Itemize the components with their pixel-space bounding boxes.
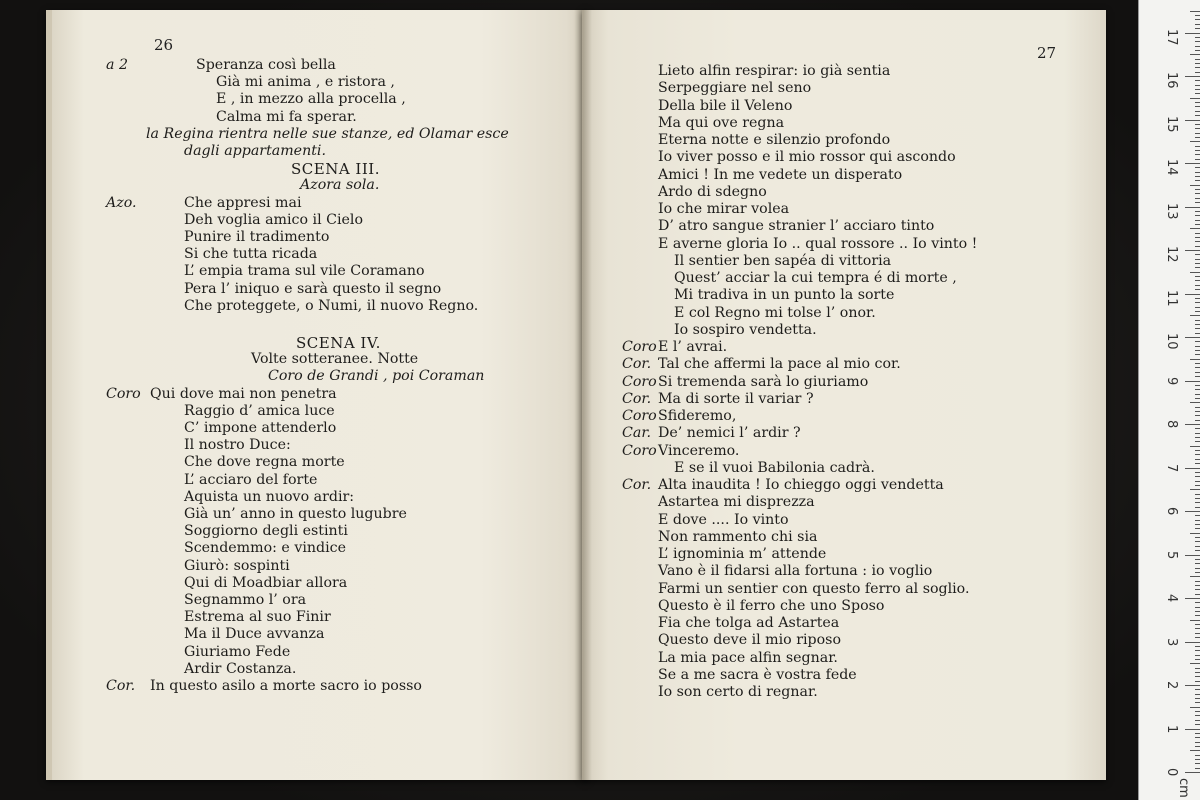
verse-line: E averne gloria Io .. qual rossore .. Io vinto ! <box>658 235 978 252</box>
ruler-tick <box>1195 559 1200 560</box>
ruler-tick <box>1195 102 1200 103</box>
ruler-tick <box>1185 468 1200 469</box>
verse-line: Qui di Moadbiar allora <box>184 574 348 591</box>
ruler-tick <box>1195 289 1200 290</box>
verse-line: Il nostro Duce: <box>184 437 291 454</box>
ruler-tick <box>1190 54 1200 55</box>
ruler-tick <box>1190 533 1200 534</box>
ruler-tick <box>1195 285 1200 286</box>
ruler-tick <box>1195 694 1200 695</box>
ruler-tick <box>1195 541 1200 542</box>
ruler-tick <box>1195 298 1200 299</box>
verse-line: Della bile il Veleno <box>658 97 793 114</box>
ruler-tick <box>1195 528 1200 529</box>
ruler-tick <box>1185 381 1200 382</box>
ruler-tick <box>1185 337 1200 338</box>
verse-line: Soggiorno degli estinti <box>184 523 348 540</box>
ruler-tick <box>1185 250 1200 251</box>
verse-line: Speranza così bella <box>196 57 336 73</box>
measuring-ruler <box>1138 0 1200 800</box>
verse-line: Ma qui ove regna <box>658 114 785 131</box>
ruler-tick <box>1195 41 1200 42</box>
ruler-label: 2 <box>1164 681 1179 690</box>
ruler-tick <box>1195 28 1200 29</box>
ruler-tick <box>1195 755 1200 756</box>
ruler-tick <box>1195 211 1200 212</box>
verse-line: Giuriamo Fede <box>184 643 291 660</box>
ruler-tick <box>1195 768 1200 769</box>
ruler-tick <box>1190 663 1200 664</box>
ruler-tick <box>1195 363 1200 364</box>
verse-line: Già un’ anno in questo lugubre <box>184 506 407 522</box>
ruler-tick <box>1195 507 1200 508</box>
ruler-label: 11 <box>1164 289 1179 307</box>
ruler-tick <box>1195 637 1200 638</box>
verse-line: E col Regno mi tolse l’ onor. <box>674 304 876 321</box>
ruler-tick <box>1195 59 1200 60</box>
ruler-label: 4 <box>1164 594 1179 603</box>
verse-line: L’ ignominia m’ attende <box>658 546 827 562</box>
ruler-tick <box>1190 272 1200 273</box>
ruler-label: 7 <box>1164 463 1179 472</box>
verse-line: E , in mezzo alla procella , <box>216 91 406 108</box>
ruler-label: 8 <box>1164 420 1179 429</box>
ruler-tick <box>1195 676 1200 677</box>
ruler-tick <box>1195 72 1200 73</box>
ruler-tick <box>1195 176 1200 177</box>
ruler-tick <box>1195 202 1200 203</box>
ruler-tick <box>1185 555 1200 556</box>
ruler-tick <box>1195 159 1200 160</box>
ruler-label: 13 <box>1164 202 1179 220</box>
ruler-tick <box>1195 733 1200 734</box>
verse-line: Io sospiro vendetta. <box>674 321 817 338</box>
verse-line: Qui dove mai non penetra <box>150 385 337 402</box>
ruler-tick <box>1185 511 1200 512</box>
ruler-label: 3 <box>1164 637 1179 646</box>
verse-line: Lieto alfin respirar: io già sentia <box>658 63 891 79</box>
verse-line: Farmi un sentier con questo ferro al soglio. <box>658 580 970 597</box>
book-gutter <box>574 10 592 780</box>
ruler-tick <box>1195 215 1200 216</box>
ruler-tick <box>1195 646 1200 647</box>
ruler-tick <box>1195 428 1200 429</box>
verse-line: Si che tutta ricada <box>184 246 318 263</box>
ruler-label: 14 <box>1164 159 1179 176</box>
ruler-tick <box>1195 585 1200 586</box>
verse-line: Serpeggiare nel seno <box>658 80 812 97</box>
ruler-tick <box>1190 750 1200 751</box>
ruler-tick <box>1195 398 1200 399</box>
ruler-tick <box>1195 172 1200 173</box>
ruler-tick <box>1195 324 1200 325</box>
ruler-tick <box>1195 241 1200 242</box>
ruler-tick <box>1190 11 1200 12</box>
ruler-tick <box>1195 433 1200 434</box>
ruler-tick <box>1185 294 1200 295</box>
verse-line: Vano è il fidarsi alla fortuna : io voglio <box>658 563 933 580</box>
ruler-tick <box>1195 24 1200 25</box>
ruler-tick <box>1195 624 1200 625</box>
ruler-tick <box>1195 302 1200 303</box>
ruler-tick <box>1195 515 1200 516</box>
ruler-label: 16 <box>1164 72 1179 89</box>
ruler-tick <box>1195 563 1200 564</box>
ruler-tick <box>1195 180 1200 181</box>
ruler-tick <box>1195 520 1200 521</box>
ruler-tick <box>1195 307 1200 308</box>
ruler-tick <box>1195 763 1200 764</box>
ruler-tick <box>1195 581 1200 582</box>
ruler-tick <box>1190 576 1200 577</box>
verse-line: Mi tradiva in un punto la sorte <box>674 287 895 304</box>
ruler-tick <box>1195 463 1200 464</box>
verse-line: L’ empia trama sul vile Coramano <box>184 263 425 280</box>
verse-line: Giurò: sospinti <box>184 557 290 574</box>
ruler-label: 17 <box>1164 28 1179 46</box>
ruler-tick <box>1195 346 1200 347</box>
ruler-tick <box>1190 315 1200 316</box>
ruler-tick <box>1195 93 1200 94</box>
ruler-tick <box>1195 537 1200 538</box>
ruler-tick <box>1195 154 1200 155</box>
ruler-tick <box>1185 424 1200 425</box>
ruler-tick <box>1195 607 1200 608</box>
ruler-tick <box>1195 124 1200 125</box>
ruler-tick <box>1190 620 1200 621</box>
verse-line: Io son certo di regnar. <box>658 684 818 700</box>
ruler-tick <box>1195 633 1200 634</box>
ruler-tick <box>1190 707 1200 708</box>
ruler-tick <box>1195 146 1200 147</box>
ruler-tick <box>1195 333 1200 334</box>
ruler-tick <box>1195 476 1200 477</box>
ruler-tick <box>1195 106 1200 107</box>
ruler-tick <box>1195 568 1200 569</box>
ruler-tick <box>1195 759 1200 760</box>
ruler-tick <box>1195 189 1200 190</box>
verse-line: Sfideremo, <box>658 408 737 424</box>
ruler-tick <box>1195 494 1200 495</box>
ruler-tick <box>1195 698 1200 699</box>
verse-line: Fia che tolga ad Astartea <box>658 615 840 631</box>
ruler-tick <box>1185 642 1200 643</box>
open-book <box>46 10 1106 780</box>
verse-line: Che proteggete, o Numi, il nuovo Regno. <box>184 297 479 314</box>
ruler-tick <box>1195 267 1200 268</box>
speaker-label: Azo. <box>106 194 137 211</box>
ruler-tick <box>1190 446 1200 447</box>
ruler-tick <box>1195 15 1200 16</box>
ruler-tick <box>1195 724 1200 725</box>
ruler-label: 0 <box>1164 768 1179 777</box>
ruler-tick <box>1195 367 1200 368</box>
ruler-tick <box>1195 389 1200 390</box>
ruler-tick <box>1195 407 1200 408</box>
ruler-tick <box>1195 341 1200 342</box>
ruler-tick <box>1195 233 1200 234</box>
verse-line: L’ acciaro del forte <box>184 471 318 488</box>
speaker-label: Coro <box>622 339 657 355</box>
ruler-tick <box>1195 742 1200 743</box>
speaker-label: Coro <box>622 408 657 424</box>
verse-line: Pera l’ iniquo e sarà questo il segno <box>184 280 442 297</box>
ruler-tick <box>1195 746 1200 747</box>
ruler-tick <box>1185 729 1200 730</box>
ruler-tick <box>1195 376 1200 377</box>
ruler-tick <box>1195 37 1200 38</box>
ruler-tick <box>1195 454 1200 455</box>
verse-line: Ma di sorte il variar ? <box>658 390 814 407</box>
ruler-tick <box>1195 311 1200 312</box>
verse-line: Che appresi mai <box>184 194 302 211</box>
ruler-unit: cm <box>1176 778 1191 798</box>
ruler-tick <box>1195 137 1200 138</box>
ruler-tick <box>1195 550 1200 551</box>
ruler-tick <box>1195 711 1200 712</box>
ruler-tick <box>1195 198 1200 199</box>
ruler-tick <box>1195 237 1200 238</box>
ruler-tick <box>1195 411 1200 412</box>
ruler-tick <box>1195 128 1200 129</box>
ruler-tick <box>1185 207 1200 208</box>
ruler-tick <box>1195 46 1200 47</box>
verse-line: E l’ avrai. <box>658 339 728 355</box>
ruler-tick <box>1195 720 1200 721</box>
ruler-tick <box>1195 459 1200 460</box>
ruler-tick <box>1195 354 1200 355</box>
verse-line: Aquista un nuovo ardir: <box>184 488 355 505</box>
ruler-tick <box>1195 80 1200 81</box>
verse-line: E se il vuoi Babilonia cadrà. <box>674 459 875 476</box>
ruler-tick <box>1195 224 1200 225</box>
verse-line: Scendemmo: e vindice <box>184 540 346 557</box>
page-number: 27 <box>1037 44 1057 62</box>
ruler-tick <box>1195 589 1200 590</box>
verse-line: Già mi anima , e ristora , <box>216 74 395 91</box>
ruler-tick <box>1195 111 1200 112</box>
verse-line: Eterna notte e silenzio profondo <box>658 132 891 148</box>
ruler-tick <box>1195 572 1200 573</box>
verse-line: D’ atro sangue stranier l’ acciaro tinto <box>658 218 935 235</box>
ruler-tick <box>1195 372 1200 373</box>
ruler-tick <box>1195 481 1200 482</box>
verse-line: Calma mi fa sperar. <box>216 108 357 125</box>
scene-heading: SCENA IV. <box>296 334 381 352</box>
ruler-tick <box>1195 63 1200 64</box>
ruler-tick <box>1195 67 1200 68</box>
verse-line: Che dove regna morte <box>184 454 345 471</box>
ruler-tick <box>1195 689 1200 690</box>
verse-line: In questo asilo a morte sacro io posso <box>150 678 422 694</box>
verse-line: Segnammo l’ ora <box>184 592 307 608</box>
verse-line: Il sentier ben sapéa di vittoria <box>674 252 892 269</box>
ruler-tick <box>1195 602 1200 603</box>
verse-line: Se a me sacra è vostra fede <box>658 666 857 683</box>
ruler-label: 6 <box>1164 507 1179 516</box>
speaker-label: Coro <box>106 385 141 402</box>
ruler-tick <box>1195 441 1200 442</box>
ruler-tick <box>1195 524 1200 525</box>
verse-line: Estrema al suo Finir <box>184 609 331 626</box>
ruler-tick <box>1195 220 1200 221</box>
ruler-tick <box>1195 19 1200 20</box>
ruler-tick <box>1195 150 1200 151</box>
verse-line: Ardir Costanza. <box>184 660 297 677</box>
ruler-tick <box>1185 163 1200 164</box>
page-number: 26 <box>154 36 174 54</box>
ruler-tick <box>1195 628 1200 629</box>
verse-line: Punire il tradimento <box>184 229 330 245</box>
ruler-tick <box>1195 668 1200 669</box>
ruler-tick <box>1190 141 1200 142</box>
verse-line: Coro de Grandi , poi Coraman <box>268 368 485 385</box>
ruler-tick <box>1195 50 1200 51</box>
ruler-tick <box>1195 328 1200 329</box>
verse-line: Ma il Duce avvanza <box>184 626 325 643</box>
ruler-tick <box>1195 246 1200 247</box>
verse-line: Volte sotteranee. Notte <box>251 351 419 368</box>
ruler-tick <box>1195 498 1200 499</box>
ruler-tick <box>1195 681 1200 682</box>
ruler-tick <box>1195 420 1200 421</box>
verse-line: Io viver posso e il mio rossor qui ascondo <box>658 149 956 166</box>
ruler-tick <box>1190 489 1200 490</box>
verse-line: Io che mirar volea <box>658 201 790 217</box>
left-page <box>46 10 588 780</box>
ruler-tick <box>1195 450 1200 451</box>
ruler-tick <box>1195 702 1200 703</box>
ruler-tick <box>1195 655 1200 656</box>
ruler-tick <box>1195 133 1200 134</box>
ruler-tick <box>1195 715 1200 716</box>
verse-line: la Regina rientra nelle sue stanze, ed Olamar esce <box>146 125 509 142</box>
ruler-tick <box>1195 276 1200 277</box>
speaker-label: Coro <box>622 442 657 459</box>
ruler-tick <box>1195 546 1200 547</box>
ruler-tick <box>1195 263 1200 264</box>
speaker-label: Cor. <box>622 356 652 373</box>
ruler-tick <box>1195 385 1200 386</box>
ruler-tick <box>1195 615 1200 616</box>
verse-line: Non rammento chi sia <box>658 528 818 545</box>
verse-line: Quest’ acciar la cui tempra é di morte , <box>674 270 957 286</box>
ruler-tick <box>1195 193 1200 194</box>
speaker-label: Coro <box>622 373 657 390</box>
verse-line: Questo è il ferro che uno Sposo <box>658 597 885 614</box>
ruler-tick <box>1190 359 1200 360</box>
ruler-tick <box>1195 737 1200 738</box>
ruler-tick <box>1185 772 1200 773</box>
ruler-tick <box>1195 485 1200 486</box>
ruler-label: 10 <box>1164 333 1179 350</box>
ruler-tick <box>1195 650 1200 651</box>
ruler-tick <box>1195 85 1200 86</box>
ruler-tick <box>1195 672 1200 673</box>
ruler-tick <box>1190 98 1200 99</box>
speaker-label: Cor. <box>622 477 652 493</box>
ruler-tick <box>1185 120 1200 121</box>
ruler-tick <box>1195 394 1200 395</box>
speaker-label: a 2 <box>106 57 128 73</box>
ruler-label: 5 <box>1164 550 1179 559</box>
verse-line: Ardo di sdegno <box>658 183 767 200</box>
ruler-tick <box>1195 89 1200 90</box>
ruler-label: 1 <box>1164 724 1179 733</box>
ruler-tick <box>1195 259 1200 260</box>
scene-heading: SCENA III. <box>291 160 380 179</box>
ruler-tick <box>1195 350 1200 351</box>
right-page <box>582 10 1106 780</box>
ruler-label: 9 <box>1164 376 1179 385</box>
ruler-tick <box>1195 659 1200 660</box>
verse-line: Azora sola. <box>300 177 380 194</box>
verse-line: Si tremenda sarà lo giuriamo <box>658 373 869 390</box>
ruler-tick <box>1185 598 1200 599</box>
verse-line: De’ nemici l’ ardir ? <box>658 425 801 442</box>
verse-line: Raggio d’ amica luce <box>184 402 335 419</box>
verse-line: Vinceremo. <box>658 442 740 459</box>
verse-line: C’ impone attenderlo <box>184 420 337 436</box>
speaker-label: Car. <box>622 425 652 442</box>
speaker-label: Cor. <box>622 390 652 407</box>
ruler-label: 15 <box>1164 115 1179 133</box>
ruler-label: 12 <box>1164 246 1179 263</box>
ruler-tick <box>1195 320 1200 321</box>
ruler-tick <box>1195 594 1200 595</box>
ruler-tick <box>1195 502 1200 503</box>
ruler-tick <box>1190 228 1200 229</box>
ruler-tick <box>1195 472 1200 473</box>
verse-line: Astartea mi disprezza <box>658 494 815 511</box>
ruler-tick <box>1185 33 1200 34</box>
ruler-tick <box>1195 437 1200 438</box>
verse-line: La mia pace alfin segnar. <box>658 649 838 666</box>
ruler-tick <box>1195 280 1200 281</box>
ruler-tick <box>1195 415 1200 416</box>
ruler-tick <box>1195 611 1200 612</box>
ruler-tick <box>1185 76 1200 77</box>
verse-line: Deh voglia amico il Cielo <box>184 211 363 228</box>
ruler-tick <box>1195 167 1200 168</box>
verse-line: Questo deve il mio riposo <box>658 632 841 649</box>
ruler-tick <box>1195 115 1200 116</box>
verse-line: Alta inaudita ! Io chieggo oggi vendetta <box>658 477 944 493</box>
ruler-tick <box>1185 685 1200 686</box>
ruler-tick <box>1190 185 1200 186</box>
ruler-tick <box>1195 254 1200 255</box>
verse-line: Amici ! In me vedete un disperato <box>658 166 903 183</box>
ruler-tick <box>1190 402 1200 403</box>
verse-line: Tal che affermi la pace al mio cor. <box>658 356 901 373</box>
speaker-label: Cor. <box>106 678 136 694</box>
verse-line: dagli appartamenti. <box>184 143 326 159</box>
verse-line: E dove .... Io vinto <box>658 511 789 528</box>
